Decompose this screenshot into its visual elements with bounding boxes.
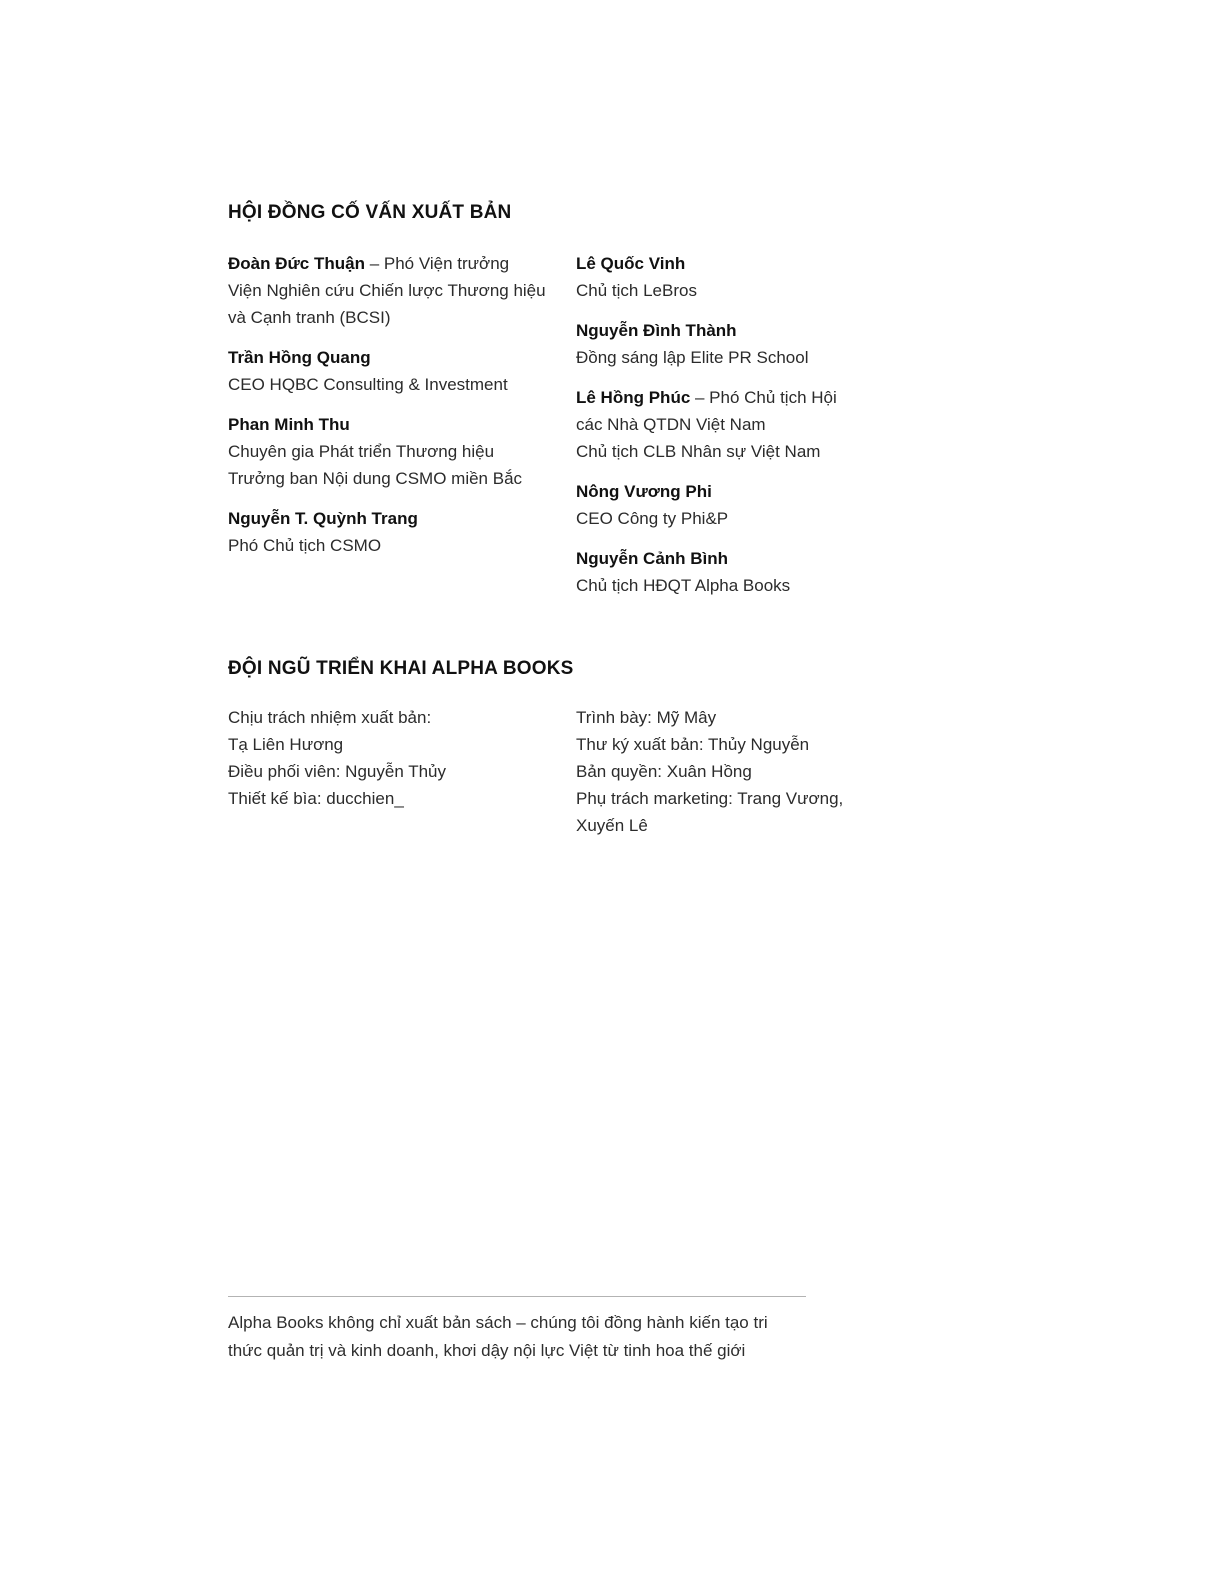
advisor-name: Lê Quốc Vinh: [576, 254, 686, 273]
team-member-line: Bản quyền: Xuân Hồng: [576, 762, 752, 781]
advisory-board-title: HỘI ĐỒNG CỐ VẤN XUẤT BẢN: [228, 202, 512, 223]
production-team-title: ĐỘI NGŨ TRIỂN KHAI ALPHA BOOKS: [228, 658, 574, 679]
advisor-heading: [228, 411, 546, 438]
advisor-entry: [576, 250, 848, 304]
advisor-role: Trưởng ban Nội dung CSMO miền Bắc: [228, 469, 523, 488]
advisor-heading: [576, 250, 848, 277]
advisor-entry: [576, 478, 848, 532]
advisor-role: Chủ tịch CLB Nhân sự Việt Nam: [576, 442, 821, 461]
advisor-name: Trần Hồng Quang: [228, 348, 371, 367]
production-team-section: [228, 658, 1028, 839]
team-member-line: Phụ trách marketing: Trang Vương, Xuyến Lê: [576, 789, 844, 835]
advisor-role: CEO Công ty Phi&P: [576, 509, 729, 528]
advisor-name: Nguyễn Đình Thành: [576, 321, 737, 340]
team-member-line: Điều phối viên: Nguyễn Thủy: [228, 762, 446, 781]
advisor-entry: [576, 545, 848, 599]
team-left-column: [228, 704, 546, 812]
publisher-tagline-footer: [228, 1296, 806, 1365]
footer-divider: [228, 1296, 806, 1297]
advisor-role: Chủ tịch HĐQT Alpha Books: [576, 576, 791, 595]
advisor-name: Đoàn Đức Thuận: [228, 254, 365, 273]
advisor-heading: [228, 505, 546, 532]
advisor-role: Phó Chủ tịch CSMO: [228, 536, 382, 555]
team-right-column: [576, 704, 848, 839]
advisor-entry: [228, 411, 546, 492]
team-member-line: Thiết kế bìa: ducchien_: [228, 789, 404, 808]
advisor-heading: [228, 250, 546, 331]
advisor-heading: [576, 317, 848, 344]
team-member-line: Thư ký xuất bản: Thủy Nguyễn: [576, 735, 810, 754]
page-content: [228, 202, 1028, 839]
advisor-entry: [228, 344, 546, 398]
advisor-entry: [576, 384, 848, 465]
advisor-name: Phan Minh Thu: [228, 415, 350, 434]
advisor-name: Nguyễn T. Quỳnh Trang: [228, 509, 418, 528]
advisor-heading: [576, 384, 848, 438]
team-member-line: Tạ Liên Hương: [228, 735, 344, 754]
advisor-entry: [228, 505, 546, 559]
advisor-role: Đồng sáng lập Elite PR School: [576, 348, 809, 367]
advisor-role: CEO HQBC Consulting & Investment: [228, 375, 508, 394]
team-columns: [228, 704, 1028, 839]
advisor-name: Nông Vương Phi: [576, 482, 712, 501]
advisor-role: Chủ tịch LeBros: [576, 281, 697, 300]
publisher-tagline: Alpha Books không chỉ xuất bản sách – chúng tôi đồng hành kiến tạo tri thức quản trị và kinh doanh, khơi dậy nội lực Việt từ tinh hoa thế giới: [228, 1313, 768, 1360]
advisory-board-section: [228, 202, 1028, 612]
team-member-line: Trình bày: Mỹ Mây: [576, 708, 717, 727]
advisor-name: Lê Hồng Phúc: [576, 388, 691, 407]
advisor-entry: [576, 317, 848, 371]
advisor-heading: [576, 478, 848, 505]
advisor-role-inline: – Phó Viện trưởng Viện Nghiên cứu Chiến lược Thương hiệu và Cạnh tranh (BCSI): [228, 254, 546, 327]
advisor-entry: [228, 250, 546, 331]
advisor-name: Nguyễn Cảnh Bình: [576, 549, 729, 568]
advisory-right-column: [576, 250, 848, 612]
advisor-heading: [576, 545, 848, 572]
advisor-heading: [228, 344, 546, 371]
advisory-columns: [228, 250, 1028, 612]
advisor-role: Chuyên gia Phát triển Thương hiệu: [228, 442, 495, 461]
advisory-left-column: [228, 250, 546, 572]
advisor-role-inline: – Phó Chủ tịch Hội các Nhà QTDN Việt Nam: [576, 388, 837, 434]
team-member-line: Chịu trách nhiệm xuất bản:: [228, 708, 432, 727]
